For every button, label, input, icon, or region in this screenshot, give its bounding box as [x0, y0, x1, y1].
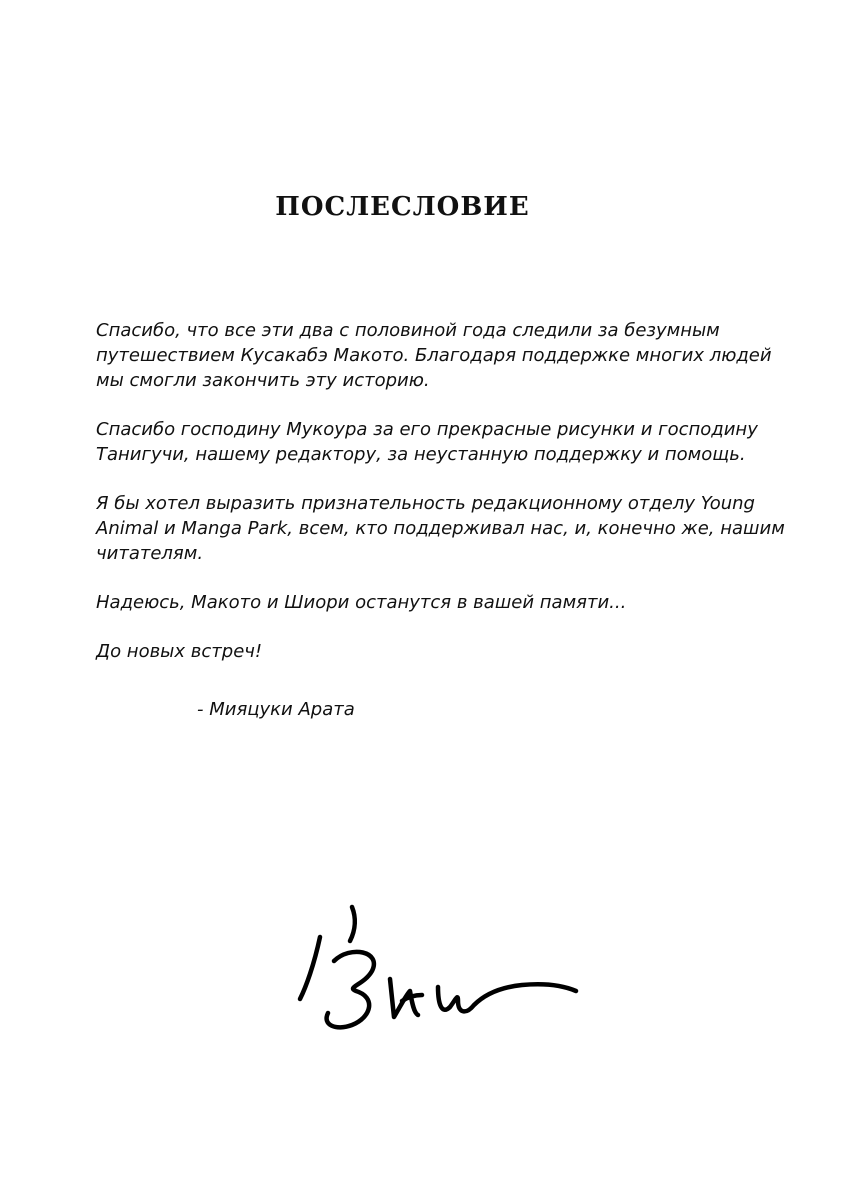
- paragraph-thanks-readers: Спасибо, что все эти два с половиной года следили за безумным путешествием Кусакабэ Макото. Благодаря поддержке многих людей мы смогли закончить эту историю.: [96, 320, 772, 391]
- paragraph-thanks-publishers: Я бы хотел выразить признательность редакционному отделу Young Animal и Manga Park, всем, кто поддерживал нас, и, конечно же, нашим читателям.: [96, 493, 785, 564]
- page-title: ПОСЛЕСЛОВИЕ: [275, 192, 530, 222]
- signature-icon: [290, 895, 590, 1055]
- paragraph-hope: Надеюсь, Макото и Шиори останутся в вашей памяти...: [96, 592, 627, 613]
- paragraph-farewell: До новых встреч!: [96, 641, 263, 662]
- paragraph-thanks-artist-editor: Спасибо господину Мукоура за его прекрасные рисунки и господину Танигучи, нашему редактору, за неустанную поддержку и помощь.: [96, 419, 758, 465]
- afterword-body: [96, 318, 796, 688]
- author-line: - Мияцуки Арата: [197, 699, 355, 720]
